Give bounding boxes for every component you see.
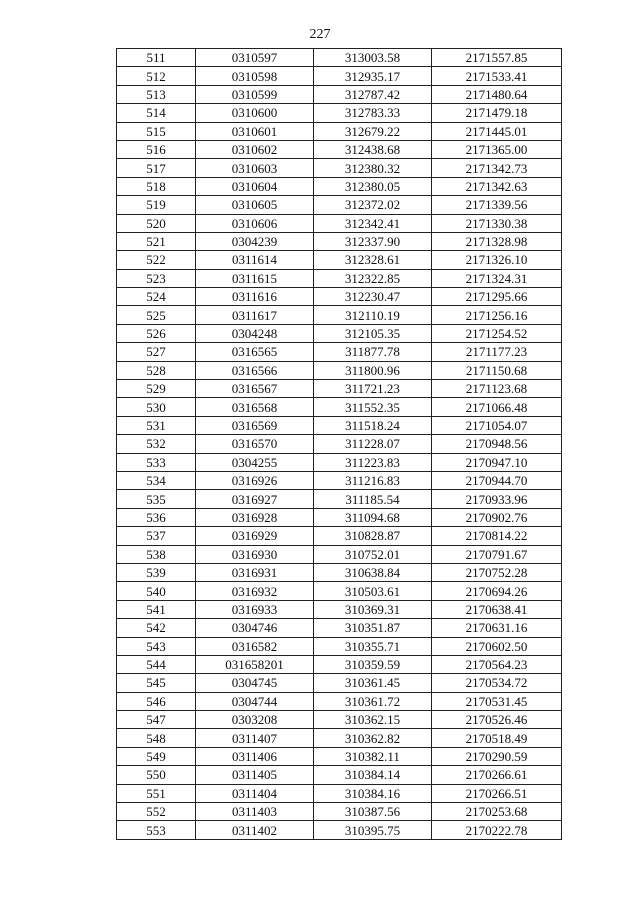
x-coordinate-cell: 310828.87 (314, 527, 432, 545)
point-id-cell: 0311404 (196, 784, 314, 802)
y-coordinate-cell: 2171328.98 (432, 232, 562, 250)
x-coordinate-cell: 310638.84 (314, 563, 432, 581)
table-row (117, 251, 562, 269)
row-number-cell: 525 (117, 306, 196, 324)
table-row (117, 674, 562, 692)
y-coordinate-cell: 2170902.76 (432, 508, 562, 526)
point-id-cell: 0316570 (196, 435, 314, 453)
x-coordinate-cell: 310362.82 (314, 729, 432, 747)
row-number-cell: 514 (117, 104, 196, 122)
x-coordinate-cell: 310395.75 (314, 821, 432, 839)
table-row (117, 471, 562, 489)
table-row (117, 729, 562, 747)
table-row (117, 232, 562, 250)
y-coordinate-cell: 2171365.00 (432, 140, 562, 158)
x-coordinate-cell: 312380.32 (314, 159, 432, 177)
x-coordinate-cell: 312438.68 (314, 140, 432, 158)
point-id-cell: 0316927 (196, 490, 314, 508)
table-row (117, 104, 562, 122)
row-number-cell: 531 (117, 416, 196, 434)
x-coordinate-cell: 311518.24 (314, 416, 432, 434)
row-number-cell: 521 (117, 232, 196, 250)
point-id-cell: 0316568 (196, 398, 314, 416)
table-row (117, 563, 562, 581)
x-coordinate-cell: 310355.71 (314, 637, 432, 655)
point-id-cell: 0303208 (196, 711, 314, 729)
y-coordinate-cell: 2171480.64 (432, 85, 562, 103)
y-coordinate-cell: 2171342.73 (432, 159, 562, 177)
table-row (117, 527, 562, 545)
row-number-cell: 529 (117, 380, 196, 398)
row-number-cell: 547 (117, 711, 196, 729)
x-coordinate-cell: 310387.56 (314, 803, 432, 821)
point-id-cell: 0316933 (196, 600, 314, 618)
y-coordinate-cell: 2171533.41 (432, 67, 562, 85)
x-coordinate-cell: 312342.41 (314, 214, 432, 232)
row-number-cell: 539 (117, 563, 196, 581)
y-coordinate-cell: 2170638.41 (432, 600, 562, 618)
x-coordinate-cell: 310351.87 (314, 619, 432, 637)
point-id-cell: 0310606 (196, 214, 314, 232)
x-coordinate-cell: 311552.35 (314, 398, 432, 416)
y-coordinate-cell: 2171557.85 (432, 49, 562, 67)
point-id-cell: 0311402 (196, 821, 314, 839)
x-coordinate-cell: 311877.78 (314, 343, 432, 361)
row-number-cell: 537 (117, 527, 196, 545)
y-coordinate-cell: 2170266.51 (432, 784, 562, 802)
row-number-cell: 523 (117, 269, 196, 287)
table-row (117, 490, 562, 508)
point-id-cell: 0304239 (196, 232, 314, 250)
y-coordinate-cell: 2170518.49 (432, 729, 562, 747)
table-row (117, 784, 562, 802)
table-row (117, 637, 562, 655)
y-coordinate-cell: 2171150.68 (432, 361, 562, 379)
y-coordinate-cell: 2170944.70 (432, 471, 562, 489)
x-coordinate-cell: 312679.22 (314, 122, 432, 140)
point-id-cell: 0304745 (196, 674, 314, 692)
y-coordinate-cell: 2171479.18 (432, 104, 562, 122)
table-row (117, 85, 562, 103)
y-coordinate-cell: 2171177.23 (432, 343, 562, 361)
x-coordinate-cell: 310369.31 (314, 600, 432, 618)
row-number-cell: 549 (117, 747, 196, 765)
row-number-cell: 545 (117, 674, 196, 692)
point-id-cell: 0316929 (196, 527, 314, 545)
x-coordinate-cell: 312328.61 (314, 251, 432, 269)
point-id-cell: 0310601 (196, 122, 314, 140)
y-coordinate-cell: 2170602.50 (432, 637, 562, 655)
table-row (117, 67, 562, 85)
table-row (117, 600, 562, 618)
table-row (117, 324, 562, 342)
x-coordinate-cell: 311223.83 (314, 453, 432, 471)
point-id-cell: 0310603 (196, 159, 314, 177)
table-row (117, 803, 562, 821)
point-id-cell: 0316582 (196, 637, 314, 655)
point-id-cell: 0311406 (196, 747, 314, 765)
point-id-cell: 0304255 (196, 453, 314, 471)
y-coordinate-cell: 2170222.78 (432, 821, 562, 839)
x-coordinate-cell: 310359.59 (314, 655, 432, 673)
row-number-cell: 515 (117, 122, 196, 140)
table-row (117, 343, 562, 361)
table-row (117, 361, 562, 379)
row-number-cell: 551 (117, 784, 196, 802)
row-number-cell: 535 (117, 490, 196, 508)
point-id-cell: 0311403 (196, 803, 314, 821)
y-coordinate-cell: 2170253.68 (432, 803, 562, 821)
row-number-cell: 520 (117, 214, 196, 232)
row-number-cell: 512 (117, 67, 196, 85)
point-id-cell: 0316565 (196, 343, 314, 361)
x-coordinate-cell: 312230.47 (314, 288, 432, 306)
point-id-cell: 0316926 (196, 471, 314, 489)
x-coordinate-cell: 313003.58 (314, 49, 432, 67)
point-id-cell: 0310605 (196, 196, 314, 214)
coordinates-table (116, 48, 562, 840)
y-coordinate-cell: 2170694.26 (432, 582, 562, 600)
row-number-cell: 536 (117, 508, 196, 526)
point-id-cell: 0311617 (196, 306, 314, 324)
x-coordinate-cell: 310752.01 (314, 545, 432, 563)
x-coordinate-cell: 310382.11 (314, 747, 432, 765)
x-coordinate-cell: 311800.96 (314, 361, 432, 379)
table-row (117, 159, 562, 177)
row-number-cell: 538 (117, 545, 196, 563)
point-id-cell: 0316569 (196, 416, 314, 434)
x-coordinate-cell: 311094.68 (314, 508, 432, 526)
y-coordinate-cell: 2170290.59 (432, 747, 562, 765)
y-coordinate-cell: 2171326.10 (432, 251, 562, 269)
x-coordinate-cell: 311216.83 (314, 471, 432, 489)
x-coordinate-cell: 312322.85 (314, 269, 432, 287)
table-row (117, 747, 562, 765)
table-row (117, 380, 562, 398)
x-coordinate-cell: 312105.35 (314, 324, 432, 342)
y-coordinate-cell: 2170534.72 (432, 674, 562, 692)
table-row (117, 619, 562, 637)
point-id-cell: 031658201 (196, 655, 314, 673)
x-coordinate-cell: 310361.45 (314, 674, 432, 692)
row-number-cell: 533 (117, 453, 196, 471)
row-number-cell: 524 (117, 288, 196, 306)
y-coordinate-cell: 2171324.31 (432, 269, 562, 287)
row-number-cell: 534 (117, 471, 196, 489)
row-number-cell: 532 (117, 435, 196, 453)
table-row (117, 692, 562, 710)
x-coordinate-cell: 312372.02 (314, 196, 432, 214)
table-row (117, 398, 562, 416)
x-coordinate-cell: 311721.23 (314, 380, 432, 398)
y-coordinate-cell: 2170564.23 (432, 655, 562, 673)
y-coordinate-cell: 2170631.16 (432, 619, 562, 637)
point-id-cell: 0316931 (196, 563, 314, 581)
y-coordinate-cell: 2170947.10 (432, 453, 562, 471)
row-number-cell: 516 (117, 140, 196, 158)
point-id-cell: 0304746 (196, 619, 314, 637)
table-row (117, 545, 562, 563)
table-row (117, 821, 562, 839)
row-number-cell: 540 (117, 582, 196, 600)
point-id-cell: 0316928 (196, 508, 314, 526)
point-id-cell: 0304744 (196, 692, 314, 710)
x-coordinate-cell: 312337.90 (314, 232, 432, 250)
point-id-cell: 0311616 (196, 288, 314, 306)
x-coordinate-cell: 312380.05 (314, 177, 432, 195)
y-coordinate-cell: 2171054.07 (432, 416, 562, 434)
point-id-cell: 0310597 (196, 49, 314, 67)
y-coordinate-cell: 2170948.56 (432, 435, 562, 453)
point-id-cell: 0316567 (196, 380, 314, 398)
x-coordinate-cell: 310503.61 (314, 582, 432, 600)
row-number-cell: 518 (117, 177, 196, 195)
point-id-cell: 0316930 (196, 545, 314, 563)
table-row (117, 766, 562, 784)
y-coordinate-cell: 2170791.67 (432, 545, 562, 563)
row-number-cell: 542 (117, 619, 196, 637)
table-row (117, 711, 562, 729)
table-row (117, 177, 562, 195)
row-number-cell: 550 (117, 766, 196, 784)
x-coordinate-cell: 310361.72 (314, 692, 432, 710)
y-coordinate-cell: 2171123.68 (432, 380, 562, 398)
row-number-cell: 546 (117, 692, 196, 710)
x-coordinate-cell: 312110.19 (314, 306, 432, 324)
table-row (117, 655, 562, 673)
y-coordinate-cell: 2171339.56 (432, 196, 562, 214)
row-number-cell: 528 (117, 361, 196, 379)
y-coordinate-cell: 2170526.46 (432, 711, 562, 729)
y-coordinate-cell: 2171330.38 (432, 214, 562, 232)
x-coordinate-cell: 312783.33 (314, 104, 432, 122)
x-coordinate-cell: 311228.07 (314, 435, 432, 453)
x-coordinate-cell: 312935.17 (314, 67, 432, 85)
point-id-cell: 0311614 (196, 251, 314, 269)
y-coordinate-cell: 2171295.66 (432, 288, 562, 306)
y-coordinate-cell: 2171256.16 (432, 306, 562, 324)
point-id-cell: 0310599 (196, 85, 314, 103)
point-id-cell: 0310602 (196, 140, 314, 158)
row-number-cell: 522 (117, 251, 196, 269)
y-coordinate-cell: 2171342.63 (432, 177, 562, 195)
x-coordinate-cell: 310384.16 (314, 784, 432, 802)
table-row (117, 122, 562, 140)
y-coordinate-cell: 2170531.45 (432, 692, 562, 710)
point-id-cell: 0310604 (196, 177, 314, 195)
point-id-cell: 0310598 (196, 67, 314, 85)
row-number-cell: 541 (117, 600, 196, 618)
coordinates-table-body (117, 49, 562, 840)
x-coordinate-cell: 310384.14 (314, 766, 432, 784)
table-row (117, 453, 562, 471)
row-number-cell: 519 (117, 196, 196, 214)
y-coordinate-cell: 2171254.52 (432, 324, 562, 342)
y-coordinate-cell: 2170752.28 (432, 563, 562, 581)
y-coordinate-cell: 2170266.61 (432, 766, 562, 784)
table-row (117, 196, 562, 214)
point-id-cell: 0310600 (196, 104, 314, 122)
row-number-cell: 513 (117, 85, 196, 103)
row-number-cell: 552 (117, 803, 196, 821)
point-id-cell: 0311407 (196, 729, 314, 747)
table-row (117, 140, 562, 158)
row-number-cell: 548 (117, 729, 196, 747)
table-row (117, 582, 562, 600)
row-number-cell: 543 (117, 637, 196, 655)
row-number-cell: 526 (117, 324, 196, 342)
row-number-cell: 527 (117, 343, 196, 361)
table-row (117, 269, 562, 287)
row-number-cell: 517 (117, 159, 196, 177)
table-row (117, 416, 562, 434)
y-coordinate-cell: 2171066.48 (432, 398, 562, 416)
table-row (117, 49, 562, 67)
y-coordinate-cell: 2170933.96 (432, 490, 562, 508)
table-row (117, 435, 562, 453)
point-id-cell: 0316932 (196, 582, 314, 600)
x-coordinate-cell: 311185.54 (314, 490, 432, 508)
point-id-cell: 0304248 (196, 324, 314, 342)
x-coordinate-cell: 312787.42 (314, 85, 432, 103)
y-coordinate-cell: 2170814.22 (432, 527, 562, 545)
page-number: 227 (309, 27, 331, 42)
table-row (117, 214, 562, 232)
y-coordinate-cell: 2171445.01 (432, 122, 562, 140)
table-row (117, 306, 562, 324)
x-coordinate-cell: 310362.15 (314, 711, 432, 729)
row-number-cell: 511 (117, 49, 196, 67)
point-id-cell: 0311405 (196, 766, 314, 784)
row-number-cell: 530 (117, 398, 196, 416)
point-id-cell: 0316566 (196, 361, 314, 379)
point-id-cell: 0311615 (196, 269, 314, 287)
row-number-cell: 553 (117, 821, 196, 839)
table-row (117, 508, 562, 526)
row-number-cell: 544 (117, 655, 196, 673)
table-row (117, 288, 562, 306)
